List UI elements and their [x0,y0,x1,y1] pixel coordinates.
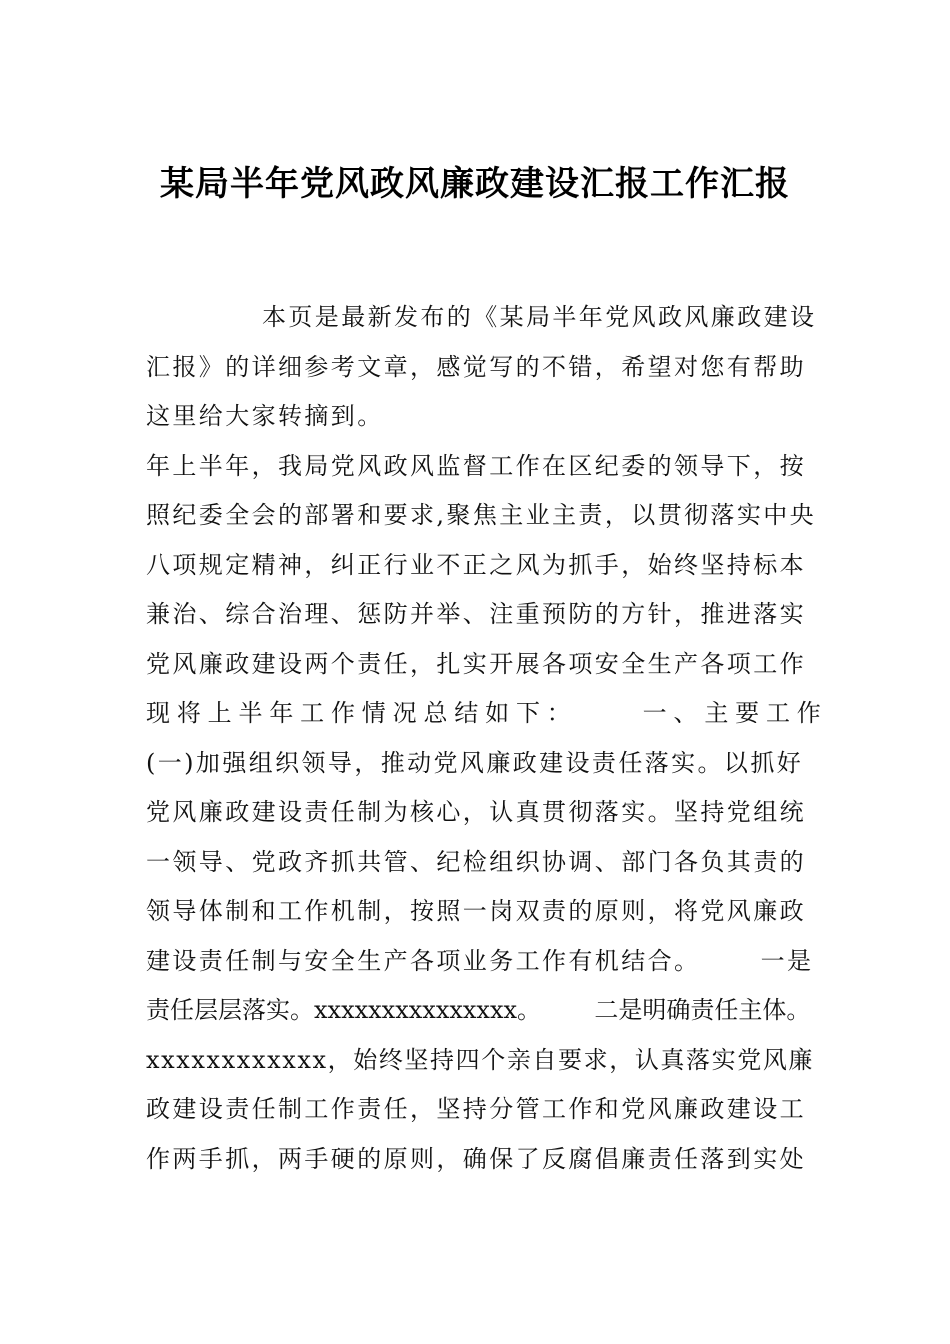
body-line: 党风廉政建设责任制为核心，认真贯彻落实。坚持党组统 [146,798,806,826]
body-line: 现 将 上 半 年 工 作 情 况 总 结 如 下 ： 一 、 主 要 工 作 [146,699,821,727]
body-line: 一领导、党政齐抓共管、纪检组织协调、部门各负其责的 [146,848,806,876]
body-line: 年上半年，我局党风政风监督工作在区纪委的领导下，按 [146,452,806,480]
body-line: 责任层层落实。xxxxxxxxxxxxxxx。 二是明确责任主体。 [146,996,811,1024]
body-line: 八项规定精神，纠正行业不正之风为抓手，始终坚持标本 [146,551,806,579]
body-line: xxxxxxxxxxxx，始终坚持四个亲自要求，认真落实党风廉 [146,1046,815,1074]
body-line: 汇报》的详细参考文章，感觉写的不错，希望对您有帮助 [146,353,806,381]
body-line: 党风廉政建设两个责任，扎实开展各项安全生产各项工作 [146,650,806,678]
body-line: 政建设责任制工作责任，坚持分管工作和党风廉政建设工 [146,1095,806,1123]
body-line: 建设责任制与安全生产各项业务工作有机结合。 一是 [146,947,814,975]
body-line: 领导体制和工作机制，按照一岗双责的原则，将党风廉政 [146,897,806,925]
document-title: 某局半年党风政风廉政建设汇报工作汇报 [160,164,790,204]
body-line: (一)加强组织领导，推动党风廉政建设责任落实。以抓好 [146,749,804,777]
body-line: 照纪委全会的部署和要求,聚焦主业主责，以贯彻落实中央 [146,501,817,529]
body-line: 作两手抓，两手硬的原则，确保了反腐倡廉责任落到实处 [146,1145,806,1173]
body-line: 本页是最新发布的《某局半年党风政风廉政建设 [262,303,817,331]
body-line: 兼治、综合治理、惩防并举、注重预防的方针，推进落实 [146,600,806,628]
body-line: 这里给大家转摘到。 [146,402,384,430]
